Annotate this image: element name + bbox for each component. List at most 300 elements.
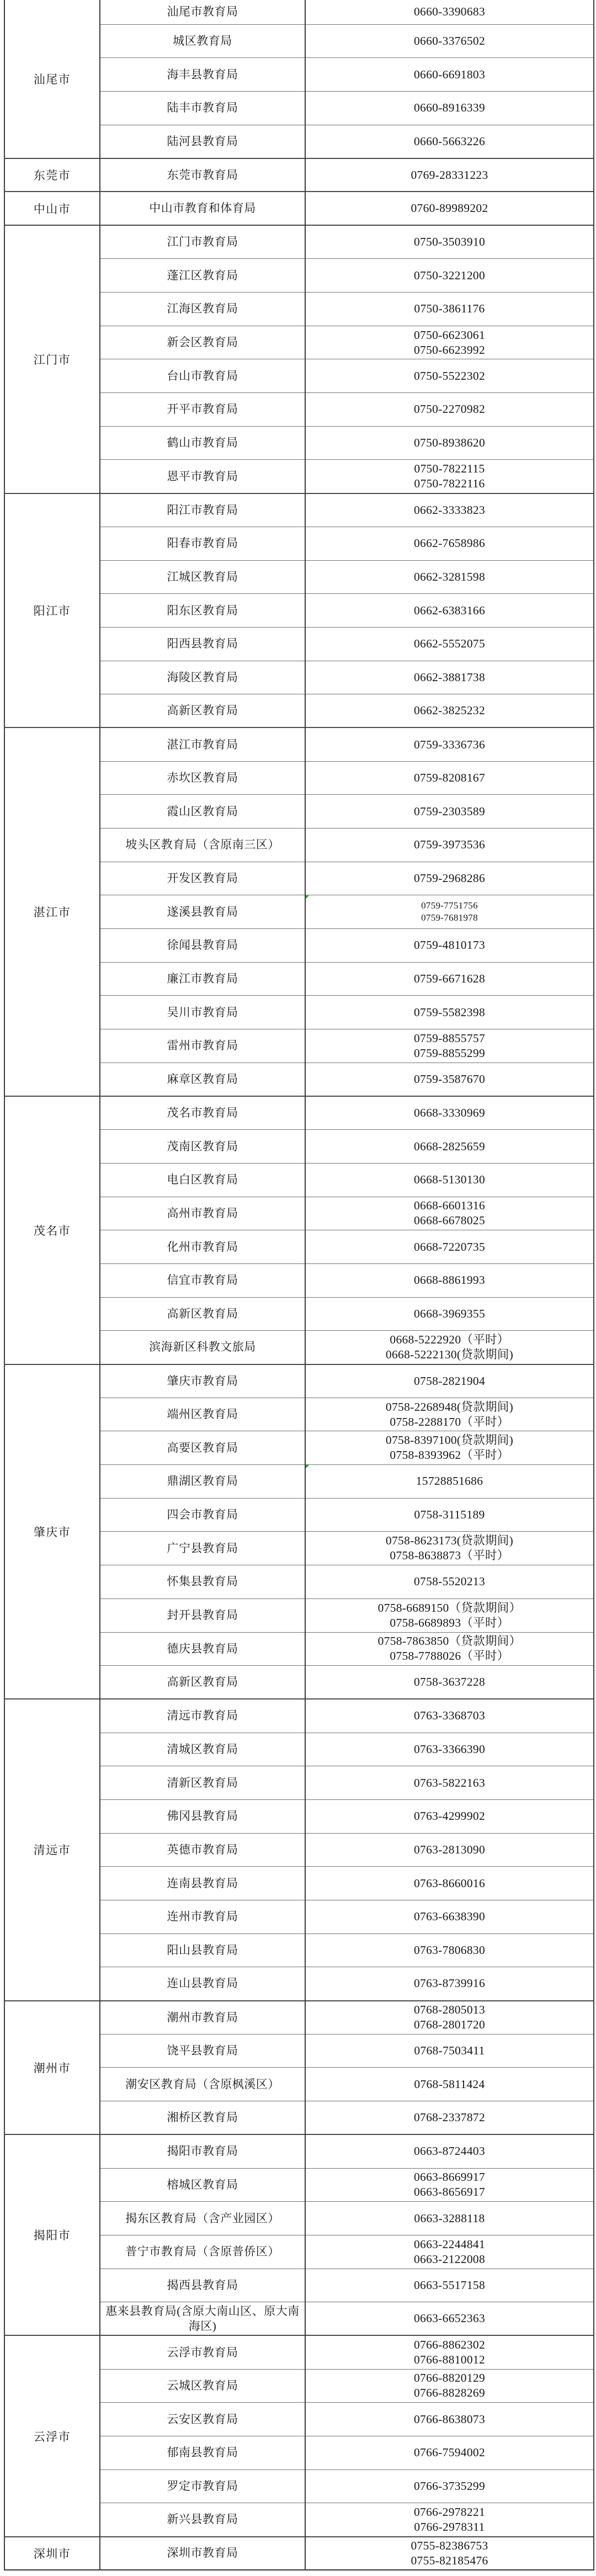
- bureau-name: 开发区教育局: [167, 872, 238, 885]
- phone-cell: [305, 225, 594, 259]
- phone-number: 0759-6671628: [413, 972, 485, 986]
- phone-number: 0750-2270982: [413, 402, 485, 416]
- phone-number: 0766-8820129: [413, 2371, 485, 2385]
- contact-table-body: [4, 0, 594, 2570]
- bureau-name-cell: [100, 694, 305, 728]
- phone-number: 0758-7788026（平时）: [390, 1649, 509, 1663]
- bureau-name-cell: [100, 727, 305, 761]
- phone-number: 0760-89989202: [411, 201, 488, 215]
- bureau-name-cell: [100, 1967, 305, 2001]
- bureau-name-cell: [100, 962, 305, 996]
- bureau-name-cell: [100, 2335, 305, 2369]
- phone-number: 0759-4810173: [413, 938, 485, 952]
- comment-marker-icon: [306, 1465, 309, 1468]
- phone-cell: [305, 1130, 594, 1164]
- bureau-name-cell: [100, 1063, 305, 1096]
- bureau-name-cell: [100, 2235, 305, 2269]
- bureau-name: 鼎湖区教育局: [167, 1474, 238, 1488]
- bureau-name: 潮安区教育局（含原枫溪区）: [125, 2077, 280, 2091]
- city-label: 茂名市: [33, 1224, 71, 1237]
- phone-cell: [305, 1230, 594, 1264]
- phone-number: 0668-3969355: [413, 1306, 485, 1320]
- phone-cell: [305, 58, 594, 92]
- bureau-name: 郁南县教育局: [167, 2446, 238, 2460]
- phone-number: 0759-2968286: [413, 872, 485, 885]
- phone-number: 0668-7220735: [413, 1240, 485, 1254]
- bureau-name: 茂名市教育局: [167, 1106, 238, 1120]
- bureau-name: 汕尾市教育局: [167, 5, 238, 19]
- phone-cell: [305, 0, 594, 24]
- table-row: [4, 225, 594, 259]
- phone-cell: [305, 158, 594, 192]
- phone-number: 0759-3587670: [413, 1072, 485, 1086]
- bureau-name: 阳春市教育局: [167, 537, 238, 550]
- bureau-name-cell: [100, 2369, 305, 2403]
- bureau-name: 高新区教育局: [167, 704, 238, 718]
- bureau-name-cell: [100, 1867, 305, 1900]
- bureau-name-cell: [100, 2068, 305, 2101]
- phone-cell: [305, 895, 594, 929]
- bureau-name: 云安区教育局: [167, 2412, 238, 2426]
- bureau-name-cell: [100, 895, 305, 929]
- bureau-name: 鹤山市教育局: [167, 436, 238, 450]
- bureau-name: 云浮市教育局: [167, 2345, 238, 2359]
- phone-number: 0662-7658986: [413, 537, 485, 550]
- city-label: 东莞市: [33, 169, 71, 183]
- table-row: [4, 1699, 594, 1733]
- bureau-name-cell: [100, 1900, 305, 1934]
- phone-cell: [305, 929, 594, 963]
- phone-number: 0758-2288170（平时）: [390, 1415, 509, 1428]
- bureau-name: 阳西县教育局: [167, 637, 238, 651]
- phone-number: 0758-6689150（贷款期间）: [377, 1601, 522, 1614]
- phone-cell: [305, 1934, 594, 1967]
- phone-number: 0663-3288118: [414, 2211, 485, 2225]
- bureau-name-cell: [100, 460, 305, 493]
- phone-number: 0758-2268948(贷款期间): [385, 1400, 514, 1414]
- city-label: 阳江市: [33, 604, 71, 618]
- phone-number: 0758-6689893（平时）: [390, 1616, 509, 1629]
- phone-cell: [305, 2403, 594, 2436]
- bureau-name-cell: [100, 1130, 305, 1164]
- bureau-name: 江城区教育局: [167, 570, 238, 583]
- phone-cell: [305, 1029, 594, 1063]
- phone-number: 0758-3115189: [414, 1508, 485, 1522]
- phone-number: 0750-7822116: [414, 477, 485, 491]
- bureau-name-cell: [100, 1699, 305, 1733]
- bureau-name-cell: [100, 125, 305, 158]
- bureau-name-cell: [100, 2469, 305, 2503]
- phone-cell: [305, 1431, 594, 1465]
- bureau-name: 恩平市教育局: [167, 469, 238, 483]
- phone-number: 0662-3825232: [413, 704, 485, 718]
- bureau-name-cell: [100, 24, 305, 58]
- bureau-name: 高新区教育局: [167, 1675, 238, 1689]
- phone-number: 0668-5222130(贷款期间): [385, 1347, 514, 1361]
- bureau-name-cell: [100, 1766, 305, 1800]
- bureau-name-cell: [100, 1398, 305, 1431]
- table-row: [4, 1364, 594, 1398]
- bureau-name: 连南县教育局: [167, 1876, 238, 1890]
- bureau-name-cell: [100, 929, 305, 963]
- bureau-name: 廉江市教育局: [167, 972, 238, 986]
- city-label: 深圳市: [33, 2547, 71, 2561]
- bureau-name: 海陵区教育局: [167, 670, 238, 684]
- bureau-name: 广宁县教育局: [167, 1541, 238, 1555]
- phone-cell: [305, 1398, 594, 1431]
- phone-number: 0766-2978221: [413, 2505, 485, 2519]
- bureau-name-cell: [100, 91, 305, 125]
- phone-number: 0763-3368703: [413, 1709, 485, 1723]
- phone-cell: [305, 996, 594, 1029]
- phone-number: 0763-8660016: [413, 1876, 485, 1890]
- bureau-name: 蓬江区教育局: [167, 268, 238, 282]
- bureau-name-cell: [100, 58, 305, 92]
- phone-cell: [305, 2436, 594, 2470]
- bureau-name: 清城区教育局: [167, 1742, 238, 1756]
- phone-cell: [305, 2202, 594, 2235]
- phone-cell: [305, 962, 594, 996]
- phone-cell: [305, 1632, 594, 1666]
- bureau-name: 普宁市教育局（含原普侨区）: [125, 2245, 280, 2259]
- phone-cell: [305, 359, 594, 393]
- phone-number: 0668-6601316: [413, 1199, 485, 1213]
- bureau-name: 化州市教育局: [167, 1240, 238, 1254]
- phone-number: 0662-5552075: [413, 637, 485, 651]
- table-row: [4, 2001, 594, 2035]
- phone-number: 0766-8810012: [413, 2353, 485, 2367]
- city-label: 汕尾市: [33, 72, 71, 86]
- bureau-name-cell: [100, 2436, 305, 2470]
- bureau-name: 肇庆市教育局: [167, 1374, 238, 1388]
- phone-cell: [305, 2134, 594, 2168]
- phone-number: 0763-3366390: [413, 1742, 485, 1756]
- phone-number: 0766-3735299: [413, 2479, 485, 2493]
- table-row: [4, 2134, 594, 2168]
- phone-number: 0759-7751756: [421, 900, 478, 911]
- bureau-name: 端州区教育局: [167, 1407, 238, 1421]
- phone-cell: [305, 293, 594, 326]
- bureau-name: 湘桥区教育局: [167, 2111, 238, 2124]
- phone-cell: [305, 527, 594, 560]
- bureau-name-cell: [100, 2403, 305, 2436]
- phone-number: 0759-7681978: [421, 912, 478, 923]
- city-label: 清远市: [33, 1844, 71, 1857]
- phone-number: 0758-8623173(贷款期间): [385, 1534, 514, 1548]
- phone-cell: [305, 1833, 594, 1867]
- phone-cell: [305, 1766, 594, 1800]
- city-cell: [4, 225, 100, 493]
- city-cell: [4, 727, 100, 1096]
- phone-number: 0763-8739916: [413, 1977, 485, 1990]
- phone-number: 0768-2805013: [413, 2003, 485, 2017]
- phone-cell: [305, 2335, 594, 2369]
- phone-cell: [305, 1799, 594, 1833]
- bureau-name: 开平市教育局: [167, 402, 238, 416]
- bureau-name-cell: [100, 1666, 305, 1699]
- phone-cell: [305, 594, 594, 628]
- bureau-name: 惠来县教育局(含原大南山区、原大南海区): [105, 2304, 300, 2333]
- city-cell: [4, 192, 100, 225]
- bureau-name: 揭阳市教育局: [167, 2144, 238, 2158]
- city-cell: [4, 158, 100, 192]
- city-cell: [4, 2537, 100, 2570]
- phone-cell: [305, 828, 594, 862]
- phone-number: 0668-6678025: [413, 1214, 485, 1228]
- phone-number: 0663-8669917: [413, 2170, 485, 2184]
- city-cell: [4, 2134, 100, 2335]
- phone-number: 0763-2813090: [413, 1842, 485, 1856]
- table-row: [4, 1096, 594, 1130]
- phone-number: 0763-6638390: [413, 1910, 485, 1924]
- bureau-name: 潮州市教育局: [167, 2010, 238, 2024]
- bureau-name: 清远市教育局: [167, 1709, 238, 1723]
- bureau-name: 连山县教育局: [167, 1977, 238, 1990]
- phone-number: 0755-82185476: [411, 2553, 488, 2567]
- phone-number: 0750-3503910: [413, 235, 485, 249]
- bureau-name-cell: [100, 326, 305, 359]
- phone-cell: [305, 326, 594, 359]
- bureau-name-cell: [100, 1029, 305, 1063]
- phone-number: 0750-3861176: [414, 302, 485, 316]
- phone-number: 0663-2244841: [413, 2237, 485, 2251]
- phone-number: 0763-7806830: [413, 1943, 485, 1957]
- phone-number: 0768-7503411: [414, 2044, 485, 2058]
- phone-cell: [305, 1263, 594, 1297]
- phone-number: 0663-5517158: [413, 2278, 485, 2292]
- phone-number: 0662-6383166: [413, 603, 485, 617]
- bureau-name: 深圳市教育局: [167, 2546, 238, 2560]
- comment-marker-icon: [306, 895, 309, 899]
- phone-cell: [305, 1498, 594, 1532]
- bureau-name-cell: [100, 627, 305, 661]
- bureau-name: 坡头区教育局（含原南三区）: [125, 838, 280, 852]
- bureau-name-cell: [100, 1833, 305, 1867]
- bureau-name-cell: [100, 1934, 305, 1967]
- bureau-name: 海丰县教育局: [167, 67, 238, 81]
- bureau-name-cell: [100, 2001, 305, 2035]
- city-cell: [4, 1699, 100, 2000]
- bureau-name-cell: [100, 862, 305, 895]
- phone-number: 0758-8393962（平时）: [390, 1448, 509, 1462]
- phone-cell: [305, 1598, 594, 1632]
- bureau-name-cell: [100, 1364, 305, 1398]
- phone-cell: [305, 1666, 594, 1699]
- bureau-name: 城区教育局: [173, 34, 232, 47]
- bureau-name-cell: [100, 493, 305, 527]
- city-cell: [4, 0, 100, 158]
- bureau-name: 台山市教育局: [167, 369, 238, 383]
- phone-number: 0668-5222920（平时）: [390, 1332, 509, 1346]
- phone-cell: [305, 460, 594, 493]
- phone-cell: [305, 2537, 594, 2570]
- bureau-name-cell: [100, 359, 305, 393]
- phone-number: 0758-8638873（平时）: [390, 1549, 509, 1563]
- phone-number: 0668-5130130: [413, 1173, 485, 1187]
- phone-cell: [305, 24, 594, 58]
- phone-number: 0660-5663226: [413, 134, 485, 148]
- phone-cell: [305, 2034, 594, 2068]
- city-label: 中山市: [33, 202, 71, 216]
- table-row: [4, 192, 594, 225]
- phone-number: 0663-8724403: [413, 2144, 485, 2158]
- bureau-name-cell: [100, 1431, 305, 1465]
- phone-cell: [305, 795, 594, 828]
- bureau-name-cell: [100, 1197, 305, 1230]
- bureau-name-cell: [100, 158, 305, 192]
- bureau-name-cell: [100, 1163, 305, 1197]
- phone-number: 0660-3376502: [413, 34, 485, 47]
- bureau-name-cell: [100, 2302, 305, 2336]
- phone-cell: [305, 2469, 594, 2503]
- bureau-name: 连州市教育局: [167, 1910, 238, 1924]
- phone-cell: [305, 727, 594, 761]
- phone-number: 0768-5811424: [414, 2077, 485, 2091]
- bureau-name: 陆丰市教育局: [167, 101, 238, 115]
- phone-cell: [305, 1699, 594, 1733]
- bureau-name: 赤坎区教育局: [167, 771, 238, 784]
- bureau-name: 云城区教育局: [167, 2378, 238, 2392]
- phone-number: 0758-7863850（贷款期间）: [377, 1634, 522, 1648]
- bureau-name-cell: [100, 1632, 305, 1666]
- phone-cell: [305, 1063, 594, 1096]
- bureau-name-cell: [100, 795, 305, 828]
- phone-cell: [305, 125, 594, 158]
- bureau-name: 信宜市教育局: [167, 1273, 238, 1287]
- phone-number: 0759-3973536: [413, 838, 485, 852]
- phone-cell: [305, 1096, 594, 1130]
- table-row: [4, 2335, 594, 2369]
- phone-cell: [305, 493, 594, 527]
- table-row: [4, 2537, 594, 2570]
- bureau-name-cell: [100, 1096, 305, 1130]
- phone-number: 0758-3637228: [413, 1675, 485, 1689]
- phone-number: 0759-8208167: [413, 771, 485, 784]
- bureau-name-cell: [100, 192, 305, 225]
- bureau-name: 封开县教育局: [167, 1608, 238, 1622]
- bureau-name: 阳东区教育局: [167, 603, 238, 617]
- city-cell: [4, 493, 100, 728]
- phone-cell: [305, 2001, 594, 2035]
- phone-cell: [305, 627, 594, 661]
- bureau-name-cell: [100, 527, 305, 560]
- city-label: 湛江市: [33, 906, 71, 920]
- bureau-name: 阳江市教育局: [167, 503, 238, 517]
- bureau-name-cell: [100, 1733, 305, 1766]
- bureau-name-cell: [100, 259, 305, 293]
- bureau-name: 新兴县教育局: [167, 2513, 238, 2526]
- phone-cell: [305, 393, 594, 427]
- phone-cell: [305, 2369, 594, 2403]
- bureau-name-cell: [100, 1297, 305, 1331]
- bureau-name: 茂南区教育局: [167, 1139, 238, 1153]
- bureau-name: 霞山区教育局: [167, 804, 238, 818]
- bureau-name-cell: [100, 1799, 305, 1833]
- bureau-name: 德庆县教育局: [167, 1642, 238, 1655]
- phone-cell: [305, 2503, 594, 2537]
- bureau-name: 陆河县教育局: [167, 134, 238, 148]
- table-row: [4, 493, 594, 527]
- phone-cell: [305, 2269, 594, 2302]
- bureau-name-cell: [100, 293, 305, 326]
- bureau-name-cell: [100, 594, 305, 628]
- bureau-name: 清新区教育局: [167, 1776, 238, 1789]
- phone-cell: [305, 91, 594, 125]
- bureau-name: 江门市教育局: [167, 235, 238, 249]
- phone-cell: [305, 1733, 594, 1766]
- bureau-name-cell: [100, 225, 305, 259]
- phone-number: 0768-2801720: [413, 2018, 485, 2032]
- table-row: [4, 727, 594, 761]
- bureau-name-cell: [100, 1465, 305, 1499]
- bureau-name: 榕城区教育局: [167, 2177, 238, 2191]
- phone-number: 0750-3221200: [413, 268, 485, 282]
- phone-cell: [305, 2302, 594, 2336]
- bureau-name-cell: [100, 2269, 305, 2302]
- phone-cell: [305, 2168, 594, 2202]
- phone-number: 0759-5582398: [413, 1005, 485, 1019]
- bureau-name-cell: [100, 996, 305, 1029]
- phone-cell: [305, 259, 594, 293]
- bureau-name-cell: [100, 2202, 305, 2235]
- phone-cell: [305, 1900, 594, 1934]
- phone-cell: [305, 1967, 594, 2001]
- phone-number: 0763-4299902: [413, 1809, 485, 1823]
- bureau-name: 电白区教育局: [167, 1173, 238, 1187]
- city-label: 潮州市: [33, 2061, 71, 2075]
- bureau-name: 揭东区教育局（含产业园区）: [125, 2211, 280, 2225]
- bureau-name-cell: [100, 1498, 305, 1532]
- contact-table: [4, 0, 594, 2570]
- bureau-name: 高新区教育局: [167, 1306, 238, 1320]
- phone-number: 0766-2978311: [414, 2520, 485, 2533]
- phone-cell: [305, 1465, 594, 1499]
- phone-cell: [305, 661, 594, 694]
- bureau-name: 饶平县教育局: [167, 2044, 238, 2058]
- bureau-name-cell: [100, 1263, 305, 1297]
- bureau-name-cell: [100, 1331, 305, 1364]
- bureau-name-cell: [100, 560, 305, 594]
- table-row: [4, 0, 594, 24]
- phone-number: 0758-5520213: [413, 1575, 485, 1589]
- city-label: 揭阳市: [33, 2229, 71, 2243]
- phone-number: 0660-6691803: [413, 67, 485, 81]
- phone-cell: [305, 1297, 594, 1331]
- phone-number: 0660-8916339: [413, 101, 485, 115]
- phone-cell: [305, 1565, 594, 1599]
- bureau-name-cell: [100, 761, 305, 795]
- city-label: 江门市: [33, 353, 71, 367]
- bureau-name: 四会市教育局: [167, 1508, 238, 1522]
- bureau-name-cell: [100, 2134, 305, 2168]
- phone-number: 0663-8656917: [413, 2185, 485, 2199]
- bureau-name-cell: [100, 2168, 305, 2202]
- bureau-name-cell: [100, 1598, 305, 1632]
- phone-cell: [305, 862, 594, 895]
- phone-cell: [305, 1163, 594, 1197]
- bureau-name-cell: [100, 1230, 305, 1264]
- bureau-name: 湛江市教育局: [167, 737, 238, 751]
- bureau-name-cell: [100, 393, 305, 427]
- bureau-name-cell: [100, 1565, 305, 1599]
- phone-number: 0763-5822163: [413, 1776, 485, 1789]
- bureau-name-cell: [100, 0, 305, 24]
- bureau-name: 英德市教育局: [167, 1842, 238, 1856]
- bureau-name: 罗定市教育局: [167, 2479, 238, 2493]
- phone-cell: [305, 694, 594, 728]
- bureau-name-cell: [100, 2101, 305, 2135]
- bureau-name: 揭西县教育局: [167, 2278, 238, 2292]
